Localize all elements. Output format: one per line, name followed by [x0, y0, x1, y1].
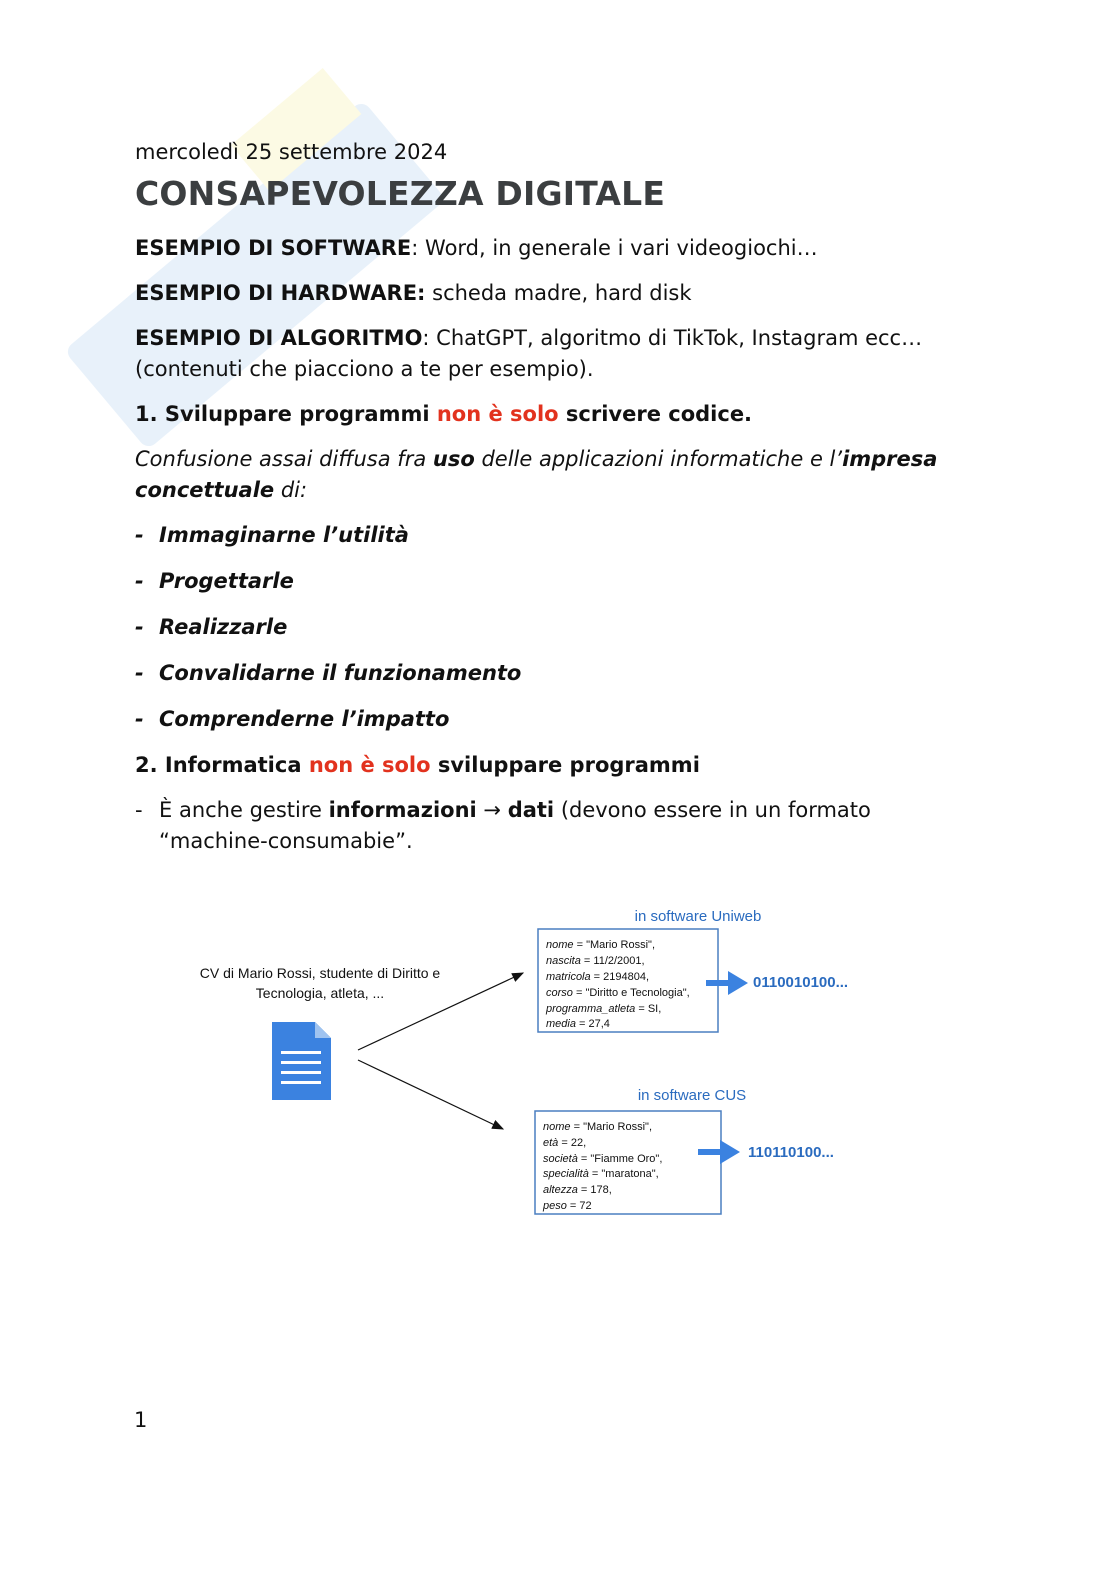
field-value: = 2194804,	[590, 971, 650, 983]
field-value: = "maratona",	[588, 1168, 659, 1180]
document-title: CONSAPEVOLEZZA DIGITALE	[135, 174, 666, 213]
software-example-text: : Word, in generale i vari videogiochi…	[411, 236, 818, 260]
field-key: media	[546, 1018, 576, 1030]
section2-heading	[135, 750, 985, 781]
cus-field	[543, 1153, 662, 1165]
bullet-part-b: informazioni	[328, 798, 477, 822]
bullet-part-e: (devono essere in un formato “machine-consumabie”.	[159, 798, 871, 853]
document-page	[135, 140, 985, 872]
list-item: - Convalidarne il funzionamento	[135, 658, 985, 689]
list-item: - Immaginarne l’utilità	[135, 520, 985, 551]
field-value: = 22,	[558, 1137, 587, 1149]
data-representation-diagram	[180, 905, 880, 1225]
intro-part-b: uso	[432, 447, 475, 471]
cus-field	[543, 1184, 612, 1196]
software-example-label: ESEMPIO DI SOFTWARE	[135, 236, 412, 260]
cv-caption-line2: Tecnologia, atleta, ...	[255, 985, 385, 1001]
arrow-to-cus	[358, 1060, 503, 1129]
bullet-arrow: →	[476, 798, 508, 822]
cus-field	[542, 1200, 592, 1212]
list-item: - Progettarle	[135, 566, 985, 597]
document-date: mercoledì 25 settembre 2024	[135, 140, 448, 164]
algorithm-example	[135, 323, 985, 385]
hardware-example-text: scheda madre, hard disk	[425, 281, 692, 305]
field-value: = "Fiamme Oro",	[577, 1153, 663, 1165]
list-item: - Realizzarle	[135, 612, 985, 643]
hardware-example	[135, 278, 985, 309]
cus-title: in software CUS	[637, 1087, 747, 1104]
document-icon	[272, 1022, 331, 1100]
cus-field	[543, 1137, 586, 1149]
intro-part-d: impresa concettuale	[135, 447, 938, 502]
field-key: nome	[546, 939, 574, 951]
bullet-part-d: dati	[507, 798, 555, 822]
software-example	[135, 233, 985, 264]
uniweb-title: in software Uniweb	[634, 908, 762, 925]
field-key: programma_atleta	[546, 1003, 636, 1015]
page-number: 1	[134, 1408, 148, 1432]
field-key: altezza	[543, 1184, 578, 1196]
section1-intro	[135, 444, 985, 506]
section2-list	[135, 795, 985, 857]
section1-list	[135, 520, 985, 735]
field-key: peso	[543, 1200, 567, 1212]
field-key: nome	[543, 1121, 571, 1133]
cus-binary: 110110100...	[748, 1144, 834, 1161]
field-key: matricola	[546, 971, 591, 983]
field-value: = "Mario Rossi",	[573, 939, 655, 951]
uniweb-binary: 0110010100...	[753, 974, 849, 991]
section2-heading-post: sviluppare programmi	[430, 753, 700, 777]
field-key: nascita	[546, 955, 581, 967]
cv-caption-line1: CV di Mario Rossi, studente di Diritto e	[199, 965, 441, 981]
intro-part-c: delle applicazioni informatiche e l’	[474, 447, 843, 471]
bullet-part-a: È anche gestire	[159, 798, 329, 822]
section1-heading-highlight: non è solo	[436, 402, 559, 426]
field-key: specialità	[543, 1168, 589, 1180]
intro-part-a: Confusione assai diffusa fra	[135, 447, 433, 471]
uniweb-field	[546, 1018, 610, 1030]
field-key: età	[543, 1137, 559, 1149]
uniweb-field	[546, 987, 690, 999]
uniweb-field	[545, 1003, 661, 1015]
field-value: = 27,4	[575, 1018, 610, 1030]
field-value: = 11/2/2001,	[580, 955, 645, 967]
section2-heading-highlight: non è solo	[308, 753, 431, 777]
field-value: = "Diritto e Tecnologia",	[572, 987, 690, 999]
section2-heading-pre: 2. Informatica	[135, 753, 309, 777]
cus-field	[543, 1121, 652, 1133]
cus-field	[543, 1168, 659, 1180]
section1-heading-post: scrivere codice.	[558, 402, 753, 426]
field-key: corso	[546, 987, 573, 999]
field-value: = SI,	[635, 1003, 662, 1015]
section1-heading-pre: 1. Sviluppare programmi	[135, 402, 437, 426]
field-key: società	[543, 1153, 578, 1165]
field-value: = 178,	[577, 1184, 612, 1196]
uniweb-field	[546, 955, 645, 967]
algorithm-example-text: : ChatGPT, algoritmo di TikTok, Instagram ecc… (contenuti che piacciono a te per esempio).	[135, 326, 923, 381]
section1-heading	[135, 399, 985, 430]
uniweb-field	[546, 939, 655, 951]
algorithm-example-label: ESEMPIO DI ALGORITMO	[135, 326, 423, 350]
list-item	[135, 795, 985, 857]
field-value: = "Mario Rossi",	[570, 1121, 652, 1133]
intro-part-e: di:	[274, 478, 308, 502]
uniweb-field	[546, 971, 649, 983]
list-item: - Comprenderne l’impatto	[135, 704, 985, 735]
hardware-example-label: ESEMPIO DI HARDWARE:	[135, 281, 426, 305]
field-value: = 72	[566, 1200, 592, 1212]
